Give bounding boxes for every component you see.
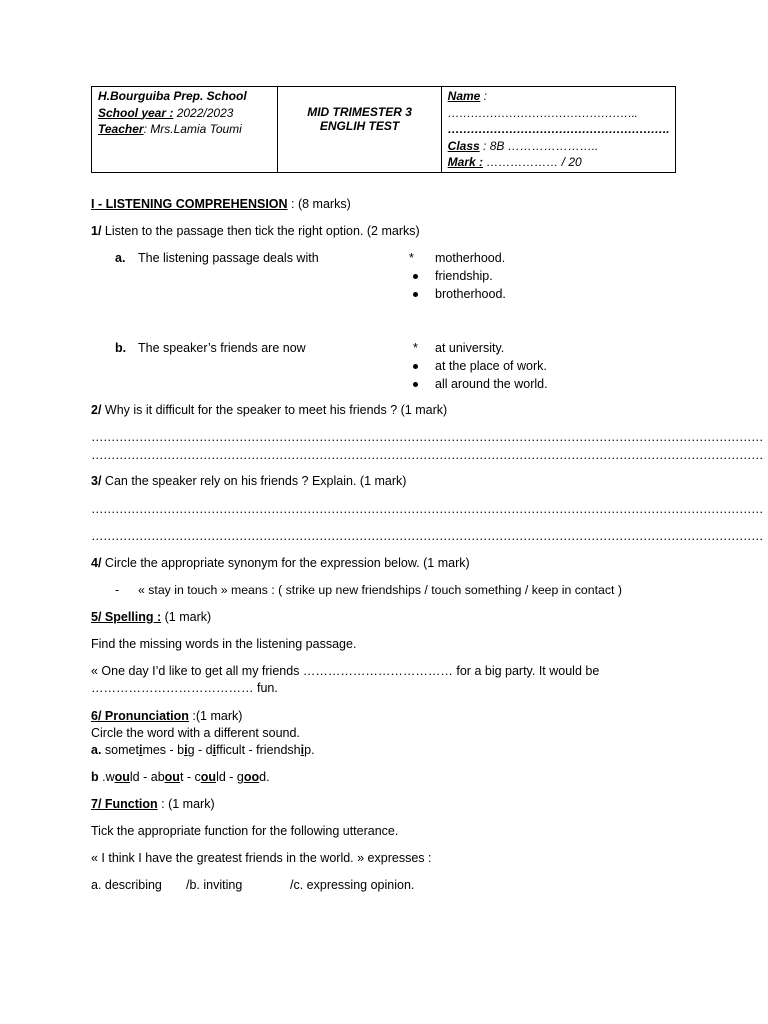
section-title-text: I - LISTENING COMPREHENSION: [91, 197, 288, 211]
q1b-option-3[interactable]: all around the world.: [435, 377, 548, 391]
word-part: t - c: [179, 770, 201, 784]
answer-line[interactable]: ……………………………………………………………………………………………………………………………………………………: [91, 502, 763, 516]
bullet-icon: [413, 364, 418, 369]
q1a-text: The listening passage deals with: [138, 251, 319, 265]
question-5: [91, 610, 211, 624]
q1a-star: *: [409, 251, 414, 265]
q6-instruction: Circle the word with a different sound.: [91, 726, 300, 740]
word-part: g - d: [187, 743, 213, 757]
question-4: [91, 556, 470, 570]
q1b-star: *: [413, 341, 418, 355]
name-label: Name: [447, 89, 481, 103]
highlighted-sound[interactable]: i: [184, 743, 188, 757]
answer-line[interactable]: ……………………………………………………………………………………………………………………………………………………: [91, 430, 763, 444]
answer-line[interactable]: ……………………………………………………………………………………………………………………………………………………: [91, 448, 763, 462]
answer-line[interactable]: ……………………………………………………………………………………………………………………………………………………: [91, 529, 763, 543]
word-part: ld - g: [216, 770, 244, 784]
question-1-number: 1/: [91, 224, 102, 238]
question-2-text: Why is it difficult for the speaker to meet his friends ? (1 mark): [101, 403, 448, 417]
word-part: somet: [101, 743, 139, 757]
bullet-icon: [413, 292, 418, 297]
q7-option-c[interactable]: /c. expressing opinion.: [290, 878, 415, 892]
q7-option-b[interactable]: /b. inviting: [186, 878, 243, 892]
question-5-marks: (1 mark): [161, 610, 212, 624]
q5-passage-line-1[interactable]: « One day I’d like to get all my friends ……………………………… for a big party. It would be: [91, 664, 600, 678]
word-part: fficult - friendsh: [216, 743, 301, 757]
q6-line-a: [91, 743, 315, 757]
q4-item[interactable]: « stay in touch » means : ( strike up new friendships / touch something / keep in contact ): [138, 583, 622, 597]
q6-b-label: b: [91, 770, 99, 784]
question-6-title: 6/ Pronunciation: [91, 709, 189, 723]
q1b-label: b.: [115, 341, 127, 355]
q7-instruction: Tick the appropriate function for the following utterance.: [91, 824, 399, 838]
question-3-text: Can the speaker rely on his friends ? Explain. (1 mark): [101, 474, 407, 488]
q7-utterance: « I think I have the greatest friends in the world. » expresses :: [91, 851, 432, 865]
word-part: ld - ab: [129, 770, 165, 784]
school-year-value: 2022/2023: [173, 105, 234, 120]
test-title-cell: [278, 87, 441, 173]
class-label: Class: [447, 138, 480, 153]
word-part: mes - b: [142, 743, 185, 757]
header-table: [91, 86, 676, 173]
q1a-label: a.: [115, 251, 126, 265]
q1a-option-1[interactable]: motherhood.: [435, 251, 506, 265]
q7-option-a[interactable]: a. describing: [91, 878, 162, 892]
q5-instruction: Find the missing words in the listening passage.: [91, 637, 357, 651]
question-2-number: 2/: [91, 403, 102, 417]
question-6: [91, 709, 242, 723]
name-colon: :: [480, 89, 488, 103]
teacher-value: : Mrs.Lamia Toumi: [143, 122, 242, 136]
q6-line-b: [91, 770, 270, 784]
mark-value: ……………… / 20: [483, 155, 582, 169]
section-marks: : (8 marks): [287, 197, 351, 211]
section-title: [91, 197, 351, 211]
question-3-number: 3/: [91, 474, 102, 488]
highlighted-sound[interactable]: i: [300, 743, 305, 757]
question-7-title: 7/ Function: [91, 797, 158, 811]
q1b-text: The speaker’s friends are now: [138, 341, 306, 355]
question-6-marks: :(1 mark): [188, 709, 243, 723]
question-4-number: 4/: [91, 556, 102, 570]
word-part: p.: [304, 743, 315, 757]
school-name: H.Bourguiba Prep. School: [98, 89, 247, 103]
q5-passage-line-2[interactable]: ………………………………… fun.: [91, 681, 278, 695]
q1b-option-2[interactable]: at the place of work.: [435, 359, 547, 373]
school-year-label: School year :: [98, 105, 174, 120]
highlighted-sound[interactable]: ou: [164, 770, 180, 784]
school-info-cell: [92, 87, 278, 173]
question-3: [91, 474, 406, 488]
bullet-icon: [413, 382, 418, 387]
word-part: .w: [98, 770, 115, 784]
word-part: d.: [259, 770, 270, 784]
q4-dash: -: [115, 583, 120, 597]
bullet-icon: [413, 274, 418, 279]
question-2: [91, 403, 447, 417]
test-title-line-2: ENGLIH TEST: [319, 119, 400, 133]
q1a-option-3[interactable]: brotherhood.: [435, 287, 506, 301]
question-5-title: 5/ Spelling :: [91, 610, 162, 624]
highlighted-sound[interactable]: ou: [114, 770, 130, 784]
teacher-label: Teacher: [98, 122, 144, 136]
highlighted-sound[interactable]: oo: [243, 770, 260, 784]
q6-a-label: a.: [91, 743, 102, 757]
q1a-option-2[interactable]: friendship.: [435, 269, 493, 283]
highlighted-sound[interactable]: i: [138, 743, 143, 757]
question-7: [91, 797, 215, 811]
highlighted-sound[interactable]: i: [212, 743, 217, 757]
question-7-marks: : (1 mark): [157, 797, 215, 811]
question-1-text: Listen to the passage then tick the right option. (2 marks): [101, 224, 420, 238]
student-info-cell: [441, 87, 675, 173]
test-title-line-1: MID TRIMESTER 3: [307, 105, 412, 119]
mark-label: Mark :: [447, 155, 483, 169]
class-value: : 8B …………………..: [479, 138, 599, 153]
highlighted-sound[interactable]: ou: [200, 770, 217, 784]
question-4-text: Circle the appropriate synonym for the expression below. (1 mark): [101, 556, 470, 570]
q1b-option-1[interactable]: at university.: [435, 341, 505, 355]
question-1: [91, 224, 420, 238]
name-dots-2[interactable]: ………………………………………………….: [447, 122, 669, 136]
name-dots-1[interactable]: …………………………………………..: [447, 105, 638, 120]
